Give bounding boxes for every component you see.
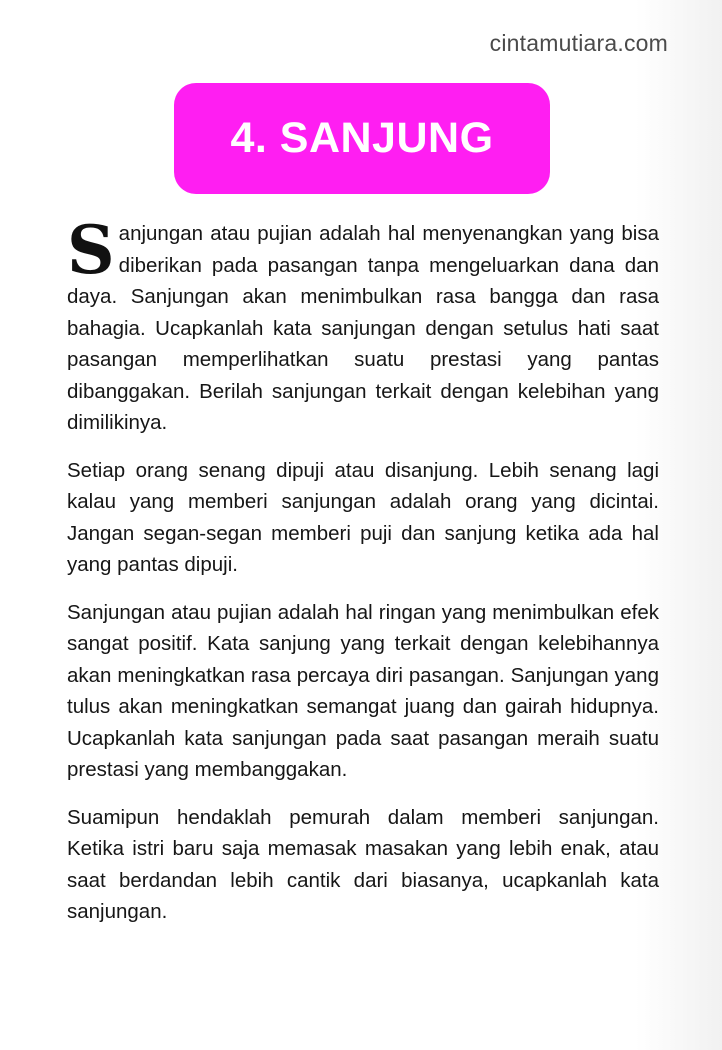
paragraph-4: Suamipun hendaklah pemurah dalam memberi sanjungan. Ketika istri baru saja memasak masakan yang lebih enak, atau saat berdandan lebih cantik dari biasanya, ucapkanlah kata sanjungan.	[67, 805, 659, 923]
drop-cap-letter: S	[67, 211, 115, 289]
page-title: 4. SANJUNG	[230, 114, 494, 162]
paragraph-2: Setiap orang senang dipuji atau disanjung. Lebih senang lagi kalau yang memberi sanjungan adalah orang yang dicintai. Jangan segan-segan memberi puji dan sanjung ketika ada hal yang pantas dipuji.	[67, 458, 659, 576]
article-body	[67, 211, 659, 944]
watermark-text: cintamutiara.com	[489, 30, 668, 56]
paragraph-1-text: anjungan atau pujian adalah hal menyenangkan yang bisa diberikan pada pasangan tanpa mengeluarkan dana dan daya. Sanjungan akan menimbulkan rasa bangga dan rasa bahagia. Ucapkanlah kata sanjungan dengan setulus hati saat pasangan memperlihatkan suatu prestasi yang pantas dibanggakan. Berilah sanjungan terkait dengan kelebihan yang dimilikinya.	[67, 222, 659, 434]
paragraph-1	[67, 211, 659, 439]
paragraph-3: Sanjungan atau pujian adalah hal ringan yang menimbulkan efek sangat positif. Kata sanjung yang terkait dengan kelebihannya akan meningkatkan rasa percaya diri pasangan. Sanjungan yang tulus akan meningkatkan semangat juang dan gairah hidupnya. Ucapkanlah kata sanjungan pada saat pasangan meraih suatu prestasi yang membanggakan.	[67, 600, 659, 781]
title-banner	[174, 83, 550, 194]
